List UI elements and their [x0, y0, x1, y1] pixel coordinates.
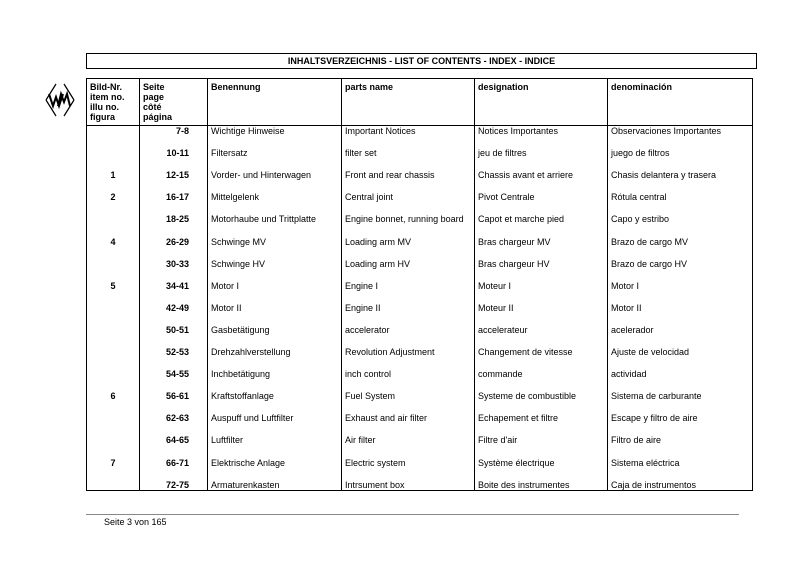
cell-en: Engine I — [345, 280, 379, 291]
table-row — [87, 279, 752, 293]
cell-es: Chasis delantera y trasera — [611, 170, 717, 181]
table-row — [87, 478, 752, 492]
cell-es: Sistema de carburante — [611, 391, 702, 402]
cell-en: filter set — [345, 148, 377, 159]
cell-de: Motor I — [211, 280, 240, 291]
header-parts-name: parts name — [345, 82, 394, 92]
cell-es: actividad — [611, 369, 647, 380]
cell-de: Auspuff und Luftfilter — [211, 413, 294, 424]
cell-de: Gasbetätigung — [211, 324, 270, 335]
cell-fr: Notices Importantes — [478, 126, 559, 136]
cell-fr: accelerateur — [478, 324, 528, 335]
cell-page: 52-53 — [165, 347, 189, 357]
cell-fr: Pivot Centrale — [478, 192, 535, 203]
cell-es: Ajuste de velocidad — [611, 347, 690, 357]
cell-page: 42-49 — [165, 302, 189, 313]
cell-en: Electric system — [345, 457, 406, 468]
cell-de: Vorder- und Hinterwagen — [211, 170, 312, 181]
cell-es: Filtro de aire — [611, 435, 662, 446]
table-row — [87, 301, 752, 315]
cell-fr: Changement de vitesse — [478, 347, 573, 357]
cell-page: 18-25 — [165, 214, 189, 225]
cell-page: 66-71 — [165, 457, 189, 468]
cell-es: acelerador — [611, 324, 654, 335]
cell-en: Loading arm HV — [345, 258, 411, 269]
table-row — [87, 345, 752, 359]
header-seite: Seite page côté página — [143, 82, 173, 122]
cell-de: Schwinge MV — [211, 236, 267, 247]
contents-table — [86, 78, 753, 491]
cell-de: Elektrische Anlage — [211, 457, 286, 468]
table-row — [87, 212, 752, 226]
cell-fr: Echapement et filtre — [478, 413, 559, 424]
cell-fig: 6 — [110, 391, 116, 402]
header-bild-nr: Bild-Nr. item no. illu no. figura — [90, 82, 125, 122]
cell-fig: 4 — [110, 236, 116, 247]
cell-page: 50-51 — [165, 324, 189, 335]
header-denominacion: denominación — [611, 82, 673, 92]
table-row — [87, 456, 752, 470]
cell-de: Kraftstoffanlage — [211, 391, 274, 402]
cell-page: 34-41 — [165, 280, 189, 291]
cell-de: Motor II — [211, 302, 242, 313]
cell-page: 12-15 — [165, 170, 189, 181]
table-row — [87, 433, 752, 447]
cell-fr: Filtre d'air — [478, 435, 518, 446]
cell-de: Wichtige Hinweise — [211, 126, 285, 136]
cell-fr: Chassis avant et arriere — [478, 170, 574, 181]
cell-es: Capo y estribo — [611, 214, 670, 225]
cell-de: Luftfilter — [211, 435, 244, 446]
wm-logo-icon — [44, 82, 76, 118]
cell-es: Caja de instrumentos — [611, 479, 697, 490]
cell-es: Observaciones Importantes — [611, 126, 722, 136]
cell-fr: Système électrique — [478, 457, 555, 468]
cell-en: Engine II — [345, 302, 381, 313]
cell-page: 16-17 — [165, 192, 189, 203]
cell-de: Inchbetätigung — [211, 369, 271, 380]
cell-de: Mittelgelenk — [211, 192, 260, 203]
cell-page: 10-11 — [166, 148, 189, 159]
cell-fr: Bras chargeur HV — [478, 258, 550, 269]
cell-es: Motor II — [611, 302, 642, 313]
table-row — [87, 235, 752, 249]
cell-fr: Bras chargeur MV — [478, 236, 551, 247]
cell-page: 30-33 — [165, 258, 189, 269]
cell-fig: 5 — [110, 280, 116, 291]
page-title: INHALTSVERZEICHNIS - LIST OF CONTENTS - INDEX - INDICE — [86, 53, 757, 69]
cell-es: Rótula central — [611, 192, 667, 203]
cell-fr: Systeme de combustible — [478, 391, 577, 402]
cell-es: Escape y filtro de aire — [611, 413, 698, 424]
cell-page: 62-63 — [165, 413, 189, 424]
cell-en: Air filter — [345, 435, 376, 446]
table-row — [87, 168, 752, 182]
cell-es: Brazo de cargo MV — [611, 236, 689, 247]
cell-fr: Boite des instrumentes — [478, 479, 570, 490]
cell-de: Armaturenkasten — [211, 479, 280, 490]
cell-fr: commande — [478, 369, 523, 380]
cell-en: Loading arm MV — [345, 236, 412, 247]
cell-fig: 2 — [110, 192, 116, 203]
cell-page: 7-8 — [175, 126, 189, 136]
cell-fr: Moteur I — [478, 280, 512, 291]
cell-page: 26-29 — [165, 236, 189, 247]
cell-en: Engine bonnet, running board — [345, 214, 464, 225]
cell-page: 64-65 — [165, 435, 189, 446]
table-row — [87, 389, 752, 403]
page-number: Seite 3 von 165 — [104, 517, 167, 527]
cell-en: Intrsument box — [345, 479, 405, 490]
table-row — [87, 124, 752, 138]
cell-en: inch control — [345, 369, 392, 380]
cell-de: Drehzahlverstellung — [211, 347, 291, 357]
header-benennung: Benennung — [211, 82, 261, 92]
cell-de: Filtersatz — [211, 148, 248, 159]
table-row — [87, 411, 752, 425]
cell-de: Motorhaube und Trittplatte — [211, 214, 317, 225]
table-row — [87, 146, 752, 160]
table-row — [87, 367, 752, 381]
cell-fr: jeu de filtres — [478, 148, 527, 159]
cell-page: 54-55 — [165, 369, 189, 380]
cell-en: Front and rear chassis — [345, 170, 435, 181]
cell-fig: 7 — [110, 457, 116, 468]
cell-en: accelerator — [345, 324, 390, 335]
cell-es: Motor I — [611, 280, 640, 291]
cell-es: Brazo de cargo HV — [611, 258, 688, 269]
table-row — [87, 323, 752, 337]
cell-page: 56-61 — [165, 391, 189, 402]
cell-en: Exhaust and air filter — [345, 413, 428, 424]
cell-en: Fuel System — [345, 391, 396, 402]
cell-es: Sistema eléctrica — [611, 457, 680, 468]
cell-en: Central joint — [345, 192, 394, 203]
cell-de: Schwinge HV — [211, 258, 266, 269]
cell-fr: Capot et marche pied — [478, 214, 565, 225]
cell-es: juego de filtros — [611, 148, 670, 159]
cell-fig: 1 — [110, 170, 116, 181]
cell-en: Revolution Adjustment — [345, 347, 435, 357]
table-row — [87, 257, 752, 271]
cell-fr: Moteur II — [478, 302, 514, 313]
header-designation: designation — [478, 82, 529, 92]
cell-en: Important Notices — [345, 126, 416, 136]
table-row — [87, 190, 752, 204]
footer-divider — [86, 514, 739, 515]
cell-page: 72-75 — [165, 479, 189, 490]
